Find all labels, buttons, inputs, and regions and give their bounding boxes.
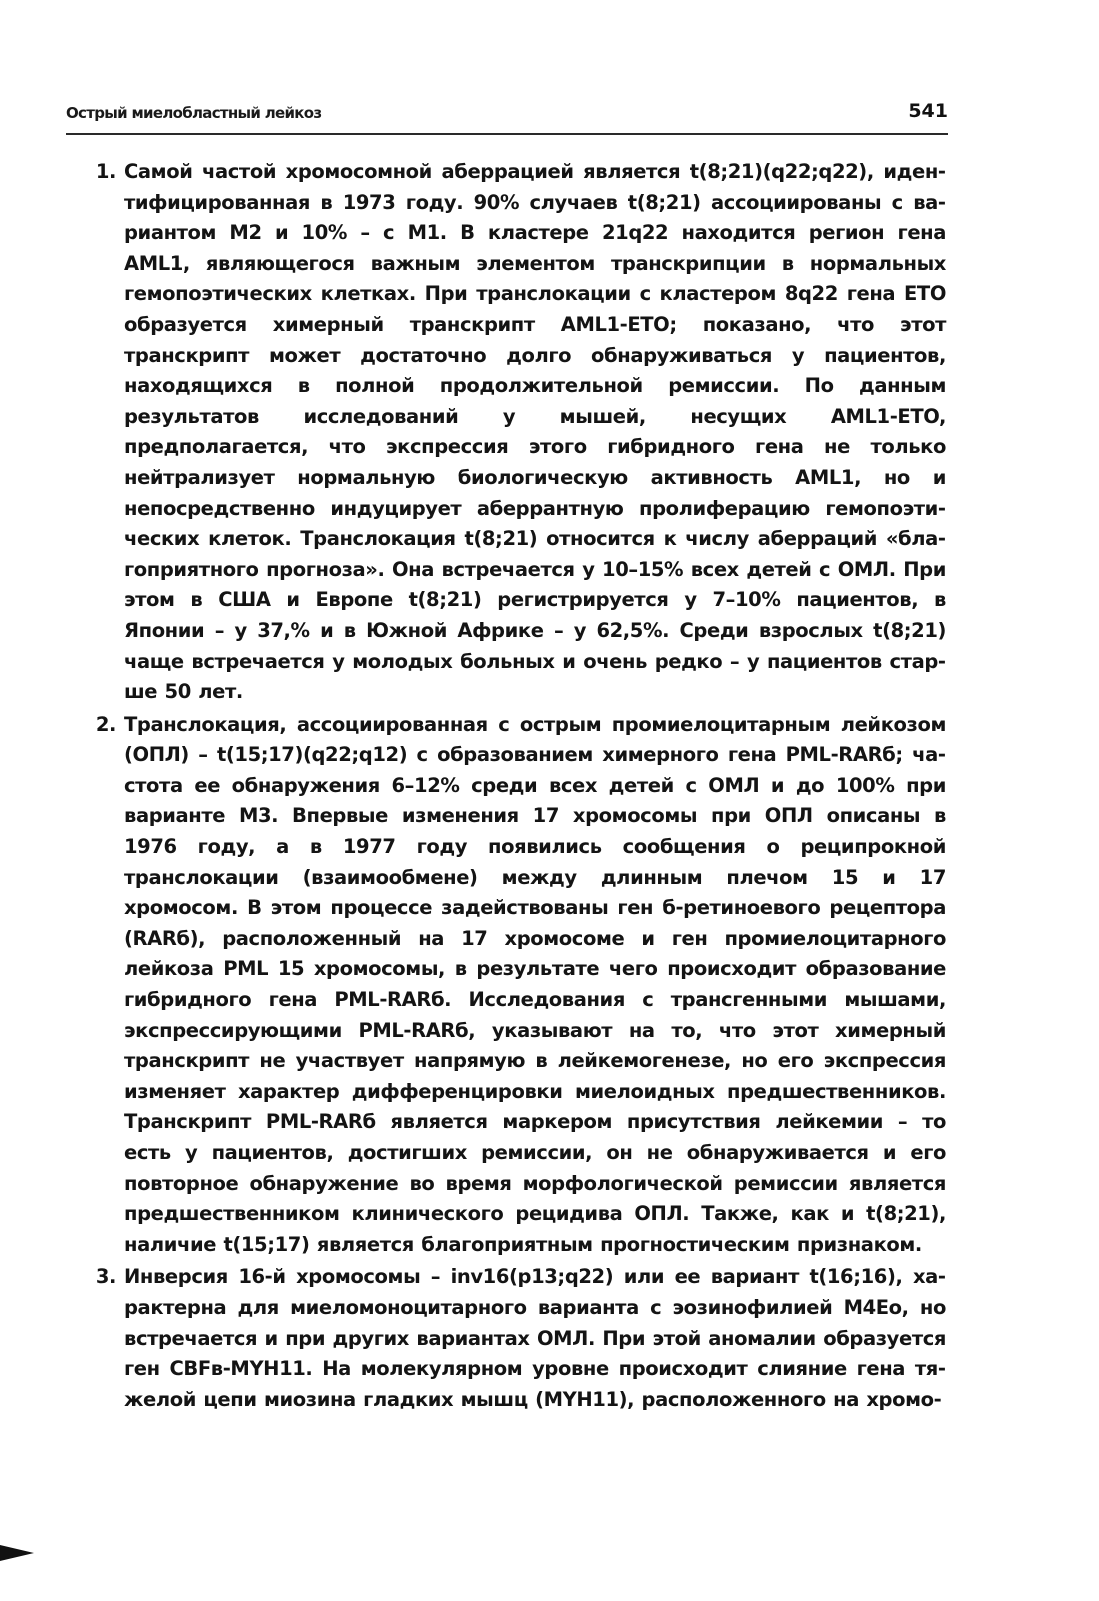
running-title: Острый миелобластный лейкоз [66, 104, 322, 122]
list-item-text: Самой частой хромосомной аберрацией является t(8;21)(q22;q22), идентифицированная в 1973 году. 90% случаев t(8;21) ассоциированы с вариантом М2 и 10% – с М1. В кластере 21q22 находится регион гена AML1, являющегося важным элементом транскрипции в нормальных гемопоэтических клетках. При транслокации с кластером 8q22 гена ETO образуется химерный транскрипт AML1-ETO; показано, что этот транскрипт может достаточно долго обнаруживаться у пациентов, находящихся в полной продолжительной ремиссии. По данным результатов исследований у мышей, несущих AML1-ETO, предполагается, что экспрессия этого гибридного гена не только нейтрализует нормальную биологическую активность AML1, но и непосредственно индуцирует аберрантную пролиферацию гемопоэтических клеток. Транслокация t(8;21) относится к числу аберраций «благоприятного прогноза». Она встречается у 10–15% всех детей с ОМЛ. При этом в США и Европе t(8;21) регистрируется у 7–10% пациентов, в Японии – у 37,% и в Южной Африке – у 62,5%. Среди взрослых t(8;21) чаще встречается у молодых больных и очень редко – у пациентов старше 50 лет. [124, 160, 946, 704]
list-item [95, 710, 946, 1261]
list-item-text: Транслокация, ассоциированная с острым промиелоцитарным лейкозом (ОПЛ) – t(15;17)(q22;q12) с образованием химерного гена PML-RARб; частота ее обнаружения 6–12% среди всех детей с ОМЛ и до 100% при варианте М3. Впервые изменения 17 хромосомы при ОПЛ описаны в 1976 году, а в 1977 году появились сообщения о реципрокной транслокации (взаимообмене) между длинным плечом 15 и 17 хромосом. В этом процессе задействованы ген б-ретиноевого рецептора (RARб), расположенный на 17 хромосоме и ген промиелоцитарного лейкоза PML 15 хромосомы, в результате чего происходит образование гибридного гена PML-RARб. Исследования с трансгенными мышами, экспрессирующими PML-RARб, указывают на то, что этот химерный транскрипт не участвует напрямую в лейкемогенезе, но его экспрессия изменяет характер дифференцировки миелоидных предшественников. Транскрипт PML-RARб является маркером присутствия лейкемии – то есть у пациентов, достигших ремиссии, он не обнаруживается и его повторное обнаружение во время морфологической ремиссии является предшественником клинического рецидива ОПЛ. Также, как и t(8;21), наличие t(15;17) является благоприятным прогностическим признаком. [124, 712, 946, 1256]
list-item-number: 1. [95, 160, 116, 183]
list-item-number: 2. [95, 712, 116, 736]
list-item [95, 1262, 946, 1415]
list-item-text: Инверсия 16-й хромосомы – inv16(p13;q22) или ее вариант t(16;16), характерна для миеломоноцитарного варианта с эозинофилией М4Ео, но встречается и при других вариантах ОМЛ. При этой аномалии образуется ген CBFв-MYH11. На молекулярном уровне происходит слияние гена тяжелой цепи миозина гладких мышц (MYH11), расположенного на хромо- [124, 1265, 946, 1411]
numbered-list [95, 157, 946, 1417]
page-number: 541 [908, 100, 948, 122]
header-rule [66, 133, 948, 135]
scan-corner-mark [0, 1545, 34, 1561]
list-item-number: 3. [95, 1265, 116, 1289]
page-header [66, 100, 948, 130]
list-item [95, 157, 946, 708]
